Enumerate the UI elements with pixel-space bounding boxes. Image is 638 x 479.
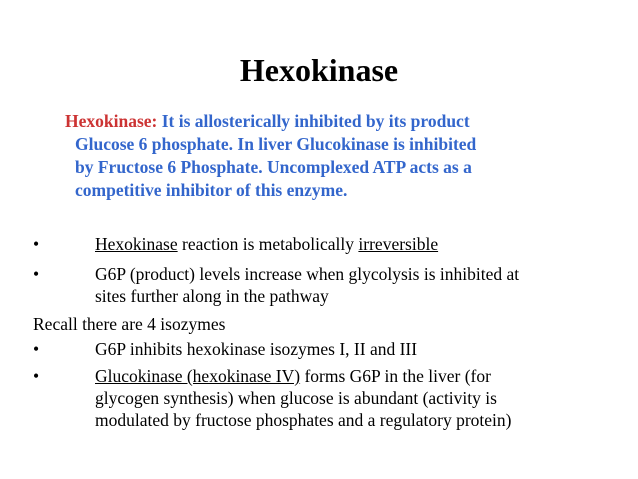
bullet-item-2-line-1: G6P (product) levels increase when glycolysis is inhibited at xyxy=(95,264,520,284)
hexokinase-link[interactable]: Hexokinase xyxy=(95,234,178,254)
intro-line-3: by Fructose 6 Phosphate. Uncomplexed ATP acts as a xyxy=(75,157,472,177)
bullet-item-1 xyxy=(95,233,438,255)
glucokinase-link[interactable]: Glucokinase (hexokinase IV) xyxy=(95,366,301,386)
intro-line-1: It is allosterically inhibited by its product xyxy=(161,111,470,131)
bullet-4-text: forms G6P in the liver (for xyxy=(300,366,491,386)
bullet-item-4-line-1 xyxy=(95,365,491,387)
bullet-marker-2: • xyxy=(33,264,40,284)
bullet-1-text: reaction is metabolically xyxy=(177,234,359,254)
intro-term: Hexokinase: xyxy=(65,111,158,131)
slide-title: Hexokinase xyxy=(239,52,399,88)
irreversible-link[interactable]: irreversible xyxy=(358,234,439,254)
bullet-marker-3: • xyxy=(33,339,40,359)
intro-line-4: competitive inhibitor of this enzyme. xyxy=(75,180,348,200)
bullet-item-3: G6P inhibits hexokinase isozymes I, II and III xyxy=(95,339,418,359)
intro-line-2: Glucose 6 phosphate. In liver Glucokinase is inhibited xyxy=(75,134,477,154)
bullet-item-4-line-2: glycogen synthesis) when glucose is abundant (activity is xyxy=(95,388,497,408)
bullet-item-4-line-3: modulated by fructose phosphates and a regulatory protein) xyxy=(95,410,512,430)
bullet-item-2-line-2: sites further along in the pathway xyxy=(95,286,329,306)
bullet-marker-1: • xyxy=(33,234,40,254)
bullet-marker-4: • xyxy=(33,366,40,386)
recall-text: Recall there are 4 isozymes xyxy=(33,314,226,334)
intro-paragraph xyxy=(65,110,595,202)
